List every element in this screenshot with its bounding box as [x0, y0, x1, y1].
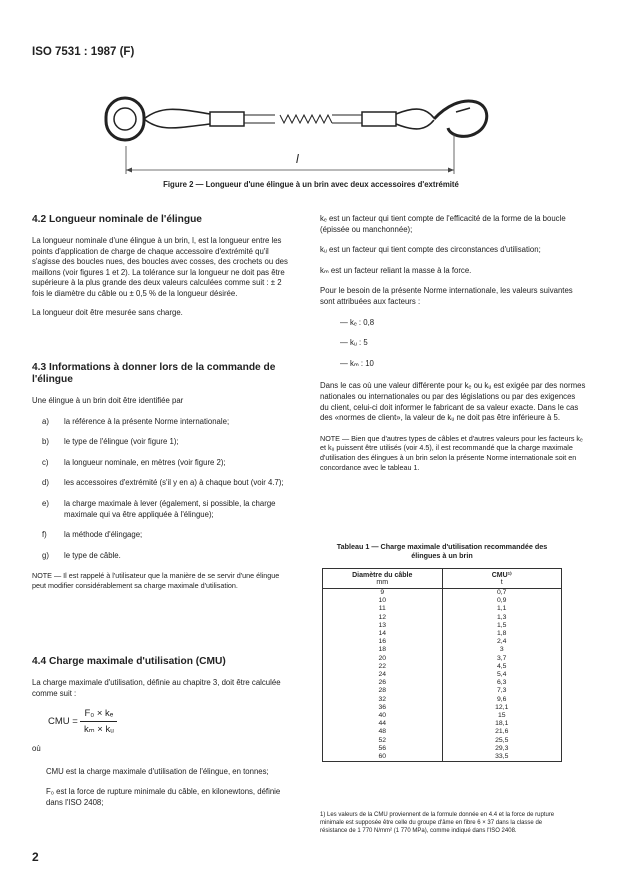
cell-cmu: 2,4 [497, 638, 507, 646]
definition-km: kₘ est un facteur reliant la masse à la force. [320, 265, 472, 275]
where-label: où [32, 744, 41, 753]
cell-cmu: 18,1 [495, 720, 509, 728]
cell-diameter: 48 [323, 728, 443, 736]
section-title: 4.4 Charge maximale d'utilisation (CMU) [32, 656, 226, 667]
list-item [32, 437, 294, 448]
cell-cmu: 1,3 [497, 613, 507, 621]
paragraph-different-values: Dans le cas où une valeur différente pour kₑ ou kᵤ est exigée par des normes nationales ou internationales ou par des législations ou par des exigences du client, celui-ci doit informer le fabricant de sa valeur exacte. Dans le cas des «normes de client», la valeur de kᵤ ne doit pas être inférieure à 5. [320, 381, 586, 423]
definitions-right [320, 214, 586, 472]
value-km: — kₘ : 10 [340, 358, 374, 368]
list-item-text: le type de l'élingue (voir figure 1); [64, 437, 179, 447]
cell-diameter: 10 [323, 597, 443, 605]
list-item [32, 530, 294, 541]
cell-cmu: 4,5 [497, 662, 507, 670]
table-row [323, 638, 562, 646]
definition-ku: kᵤ est un facteur qui tient compte des circonstances d'utilisation; [320, 245, 541, 255]
cell-diameter: 52 [323, 737, 443, 745]
cell-cmu: 15 [497, 712, 506, 720]
cell-cmu: 9,6 [497, 695, 507, 703]
cell-diameter: 14 [323, 630, 443, 638]
cell-cmu: 21,6 [495, 728, 509, 736]
cell-diameter: 13 [323, 622, 443, 630]
ferrule-left [210, 112, 244, 126]
table-row [323, 679, 562, 687]
cell-diameter: 32 [323, 696, 443, 704]
cell-cmu: 7,3 [497, 687, 507, 695]
formula-numerator: F₀ × kₑ [80, 708, 117, 722]
cell-diameter: 36 [323, 704, 443, 712]
cell-diameter: 12 [323, 614, 443, 622]
cell-cmu: 5,4 [497, 671, 507, 679]
table-row [323, 605, 562, 613]
cell-diameter: 40 [323, 712, 443, 720]
figure-caption: Figure 2 — Longueur d'une élingue à un brin avec deux accessoires d'extrémité [163, 180, 459, 189]
table-row [323, 630, 562, 638]
table-row [323, 687, 562, 695]
table-row [323, 622, 562, 630]
cell-cmu: 1,1 [497, 605, 507, 613]
cell-cmu: 25,5 [495, 736, 509, 744]
cell-diameter: 11 [323, 605, 443, 613]
list-item-label: d) [42, 478, 49, 488]
paragraph: Une élingue à un brin doit être identifiée par [32, 396, 184, 405]
note: NOTE — Bien que d'autres types de câbles et d'autres valeurs pour les facteurs kₑ et kᵤ puissent être utilisés (voir 4.5), il est recommandé que la charge maximale d'utilisation des élingues à un brin selon la présente Norme internationale soit en concordance avec le tableau 1. [320, 433, 583, 472]
table-caption: Tableau 1 — Charge maximale d'utilisation recommandée des élingues à un brin [336, 542, 548, 560]
list-item-text: la méthode d'élingage; [64, 530, 143, 540]
section-title: 4.3 Informations à donner lors de la commande de l'élingue [32, 362, 276, 385]
table-row [323, 597, 562, 605]
table-row [323, 671, 562, 679]
master-link-left [106, 98, 144, 140]
table-row [323, 646, 562, 654]
list-item [32, 551, 294, 562]
cell-diameter: 56 [323, 745, 443, 753]
section-4-3 [32, 362, 294, 591]
cell-cmu: 12,1 [495, 703, 509, 711]
paragraph: La charge maximale d'utilisation, définie au chapitre 3, doit être calculée comme suit : [32, 678, 281, 698]
section-title: 4.2 Longueur nominale de l'élingue [32, 214, 202, 225]
definitions-left [32, 744, 294, 808]
table-row [323, 614, 562, 622]
cell-cmu: 3,7 [497, 654, 507, 662]
cell-cmu: 29,3 [495, 744, 509, 752]
list-item [32, 499, 294, 520]
cell-diameter: 28 [323, 687, 443, 695]
cell-diameter: 44 [323, 720, 443, 728]
cell-diameter: 60 [323, 753, 443, 762]
cell-diameter: 18 [323, 646, 443, 654]
paragraph-values: Pour le besoin de la présente Norme internationale, les valeurs suivantes sont attribuées aux facteurs : [320, 286, 573, 306]
page-number: 2 [32, 850, 39, 864]
cell-cmu: 1,8 [497, 630, 507, 638]
hook [434, 101, 487, 136]
list-item-text: la longueur nominale, en mètres (voir figure 2); [64, 457, 226, 467]
cell-diameter: 22 [323, 663, 443, 671]
cell-cmu: 3 [499, 646, 504, 654]
formula-denominator: kₘ × kᵤ [83, 724, 114, 735]
column-header: CMU¹⁾ t [442, 569, 562, 589]
list-item-label: e) [42, 498, 49, 508]
note: NOTE — Il est rappelé à l'utilisateur que la manière de se servir d'une élingue peut modifier considérablement sa charge maximale d'utilisation. [32, 571, 280, 590]
table-row [323, 704, 562, 712]
cell-cmu: 0,9 [497, 597, 507, 605]
table-row [323, 753, 562, 762]
definition-cmu: CMU est la charge maximale d'utilisation de l'élingue, en tonnes; [46, 766, 269, 776]
list-item-label: b) [42, 437, 49, 447]
definition-f0: F₀ est la force de rupture minimale du câble, en kilonewtons, définie dans l'ISO 2408; [46, 787, 281, 807]
cell-diameter: 20 [323, 655, 443, 663]
list-item-text: les accessoires d'extrémité (s'il y en a) à chaque bout (voir 4.7); [64, 478, 284, 488]
table-row [323, 728, 562, 736]
table-row [323, 696, 562, 704]
table-row [323, 720, 562, 728]
section-4-4 [32, 656, 294, 699]
paragraph: La longueur doit être mesurée sans charge. [32, 307, 183, 317]
cell-diameter: 16 [323, 638, 443, 646]
list-item-label: a) [42, 416, 49, 426]
cell-diameter: 9 [323, 589, 443, 598]
list-item-text: la charge maximale à lever (également, si possible, la charge maximale qui va être appliquée à l'élingue); [64, 498, 276, 519]
cell-diameter: 24 [323, 671, 443, 679]
definition-ke: kₑ est un facteur qui tient compte de l'efficacité de la forme de la boucle (épissée ou manchonnée); [320, 214, 566, 234]
value-ke: — kₑ : 0,8 [340, 317, 375, 327]
cell-cmu: 33,5 [495, 753, 509, 761]
cell-cmu: 1,5 [497, 621, 507, 629]
paragraph: La longueur nominale d'une élingue à un brin, l, est la longueur entre les points d'application de charge de chaque accessoire d'extrémité qu'il s'agisse des boucles nues, des boucles avec cosses, des crochets ou des maillons (voir figures 1 et 2). La tolérance sur la longueur ne doit pas être supérieure à la plus grande des deux valeurs calculées comme suit : ± 2 fois le diamètre du câble ou ± 0,5 % de la longueur désirée. [32, 236, 288, 298]
column-header: Diamètre du câble mm [323, 569, 443, 589]
formula-lhs: CMU = [48, 716, 78, 728]
sling-figure [100, 88, 500, 180]
cell-diameter: 26 [323, 679, 443, 687]
ferrule-right [362, 112, 396, 126]
length-label: l [296, 152, 299, 166]
table-row [323, 712, 562, 720]
list-item-label: f) [42, 530, 47, 540]
list-item [32, 417, 294, 428]
table-footnote: 1) Les valeurs de la CMU proviennent de la formule donnée en 4.4 et la force de rupture minimale est supposée être celle du groupe d'âme en fibre 6 × 37 dans la classe de résistance de 1 770 N/mm² (1 770 MPa), comme indiqué dans l'ISO 2408. [320, 812, 555, 834]
value-ku: — kᵤ : 5 [340, 338, 368, 348]
list-item-text: le type de câble. [64, 550, 121, 560]
cell-cmu: 0,7 [497, 589, 507, 596]
list-item [32, 478, 294, 489]
list-item-label: c) [42, 457, 49, 467]
table-row [323, 663, 562, 671]
list-item-label: g) [42, 550, 49, 560]
document-header: ISO 7531 : 1987 (F) [32, 46, 135, 58]
table-row [323, 737, 562, 745]
formula-cmu [48, 708, 117, 735]
table-1 [322, 568, 562, 762]
table-row [323, 589, 562, 598]
list-item [32, 458, 294, 469]
cell-cmu: 6,3 [497, 679, 507, 687]
list-item-text: la référence à la présente Norme internationale; [64, 416, 230, 426]
table-row [323, 745, 562, 753]
table-row [323, 655, 562, 663]
section-4-2 [32, 214, 294, 318]
